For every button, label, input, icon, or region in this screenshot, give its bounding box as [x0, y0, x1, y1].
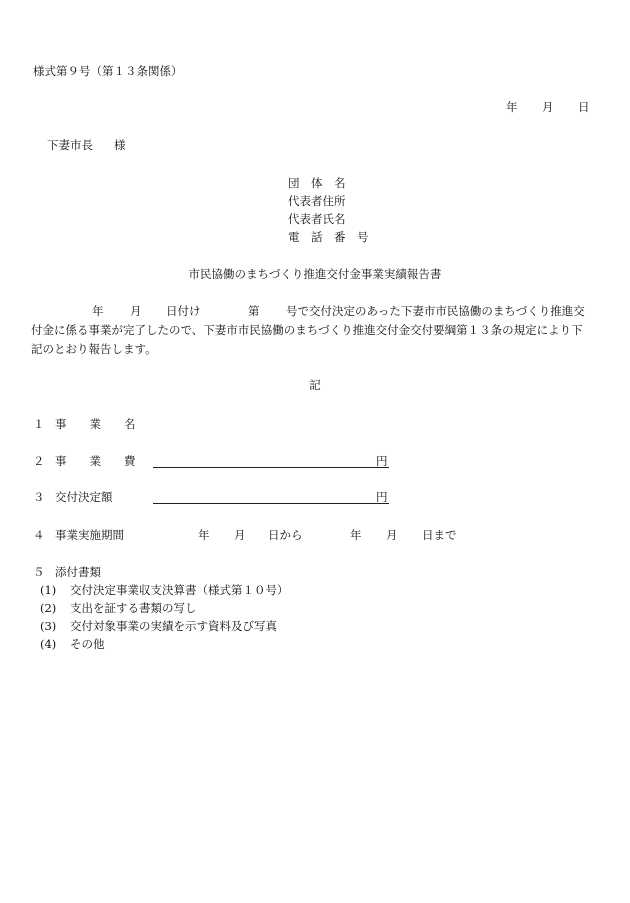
body-line1-text: 号で交付決定のあった下妻市市民協働のまちづくり推進交: [286, 304, 585, 318]
applicant-rep-name-label: 代表者氏名: [288, 212, 346, 226]
attachment-item: 交付決定事業収支決算書（様式第１０号）: [70, 583, 289, 597]
item-project-cost-label: 事 業 費: [55, 454, 136, 468]
attachment-item: 交付対象事業の実績を示す資料及び写真: [70, 619, 277, 633]
project-cost-field[interactable]: [153, 467, 389, 468]
period-to-day: 日まで: [422, 528, 457, 542]
ki-heading: 記: [309, 378, 321, 392]
addressee-name: 下妻市長: [47, 138, 93, 152]
body-year-label: 年: [92, 304, 104, 318]
period-from-day: 日から: [268, 528, 303, 542]
addressee-honorific: 様: [114, 138, 126, 152]
form-number: 様式第９号（第１３条関係）: [33, 64, 183, 78]
item-period-label: 事業実施期間: [55, 528, 124, 542]
item-project-name-label: 事 業 名: [55, 417, 136, 431]
body-month-label: 月: [130, 304, 142, 318]
period-from-month: 月: [234, 528, 246, 542]
date-year-label: 年: [506, 100, 518, 114]
attachment-number: (1): [40, 583, 57, 597]
body-day-label: 日付け: [166, 304, 201, 318]
document-title: 市民協働のまちづくり推進交付金事業実績報告書: [188, 267, 442, 281]
project-cost-unit: 円: [376, 454, 388, 468]
item-number: ２: [33, 454, 45, 468]
item-number: ５: [33, 565, 45, 579]
date-month-label: 月: [542, 100, 554, 114]
grant-amount-unit: 円: [376, 490, 388, 504]
applicant-group-name-label: 団 体 名: [288, 176, 346, 190]
item-attachments-label: 添付書類: [55, 565, 101, 579]
item-grant-amount-label: 交付決定額: [55, 490, 113, 504]
attachment-item: 支出を証する書類の写し: [70, 601, 197, 615]
applicant-rep-address-label: 代表者住所: [288, 194, 346, 208]
attachment-number: (4): [40, 637, 57, 651]
period-to-year: 年: [350, 528, 362, 542]
date-day-label: 日: [578, 100, 590, 114]
item-number: １: [33, 417, 45, 431]
attachment-item: その他: [70, 637, 105, 651]
period-to-month: 月: [386, 528, 398, 542]
applicant-phone-label: 電 話 番 号: [288, 230, 369, 244]
attachment-number: (3): [40, 619, 57, 633]
body-line3-text: 記のとおり報告します。: [31, 342, 157, 356]
body-line2-text: 付金に係る事業が完了したので、下妻市市民協働のまちづくり推進交付金交付要綱第１３条の規定により下: [31, 323, 583, 337]
item-number: ４: [33, 528, 45, 542]
item-number: ３: [33, 490, 45, 504]
period-from-year: 年: [198, 528, 210, 542]
body-dai-label: 第: [248, 304, 260, 318]
grant-amount-field[interactable]: [153, 503, 389, 504]
attachment-number: (2): [40, 601, 57, 615]
